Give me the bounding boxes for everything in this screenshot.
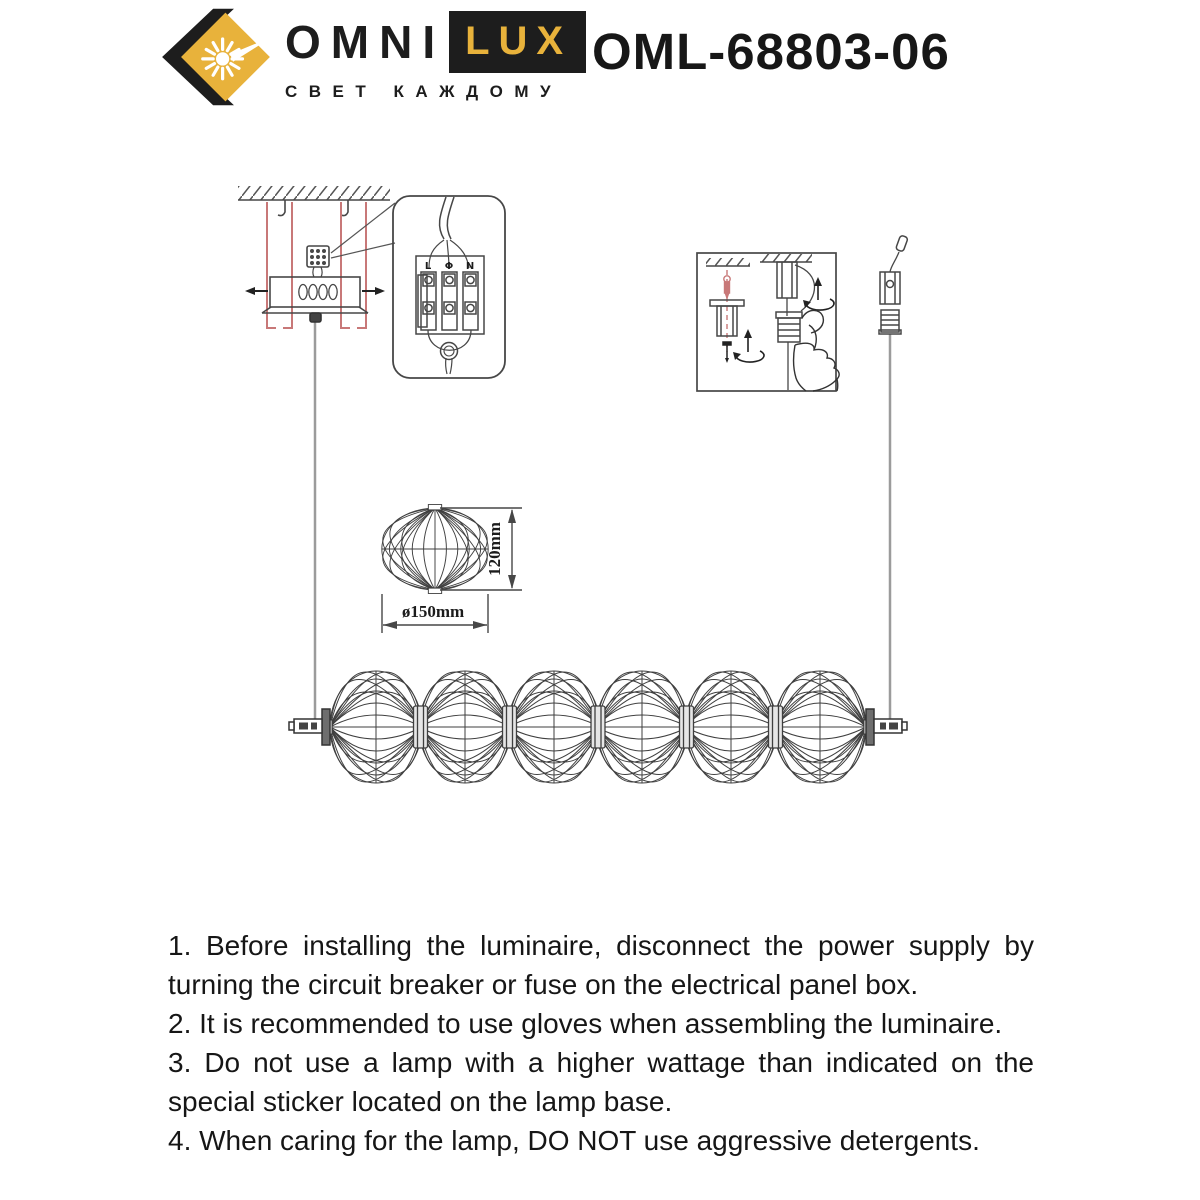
wire-slack-loop: [428, 330, 471, 350]
mounting-bracket-red: [267, 202, 366, 328]
ceiling-hooks: [278, 200, 348, 216]
ceiling-bracket-icon: [777, 262, 797, 298]
height-label: 120mm: [485, 522, 504, 576]
instructions-list: [168, 926, 1034, 1160]
terminal-block: [307, 246, 329, 277]
brand-name-omni: OMNI: [285, 16, 446, 68]
brand-tagline: СВЕТ КАЖДОМУ: [285, 82, 563, 101]
ceiling-hatch: [238, 186, 390, 200]
instruction-item-3: 3. Do not use a lamp with a higher wattage than indicated on the special sticker located on the lamp base.: [168, 1047, 1034, 1117]
instruction-item-1: 1. Before installing the luminaire, disconnect the power supply by turning the circuit breaker or fuse on the electrical panel box.: [168, 930, 1034, 1000]
model-number: OML-68803-06: [592, 23, 950, 80]
cord-grip: [310, 313, 321, 322]
terminal-label-live: L: [424, 261, 432, 272]
terminal-columns: [421, 272, 478, 330]
canopy-screw-slots: [299, 285, 337, 300]
supply-wires: [440, 197, 454, 239]
canopy-base: [262, 307, 368, 313]
cable-grip-knurl-icon: [776, 312, 802, 342]
dimension-diagram: [382, 505, 522, 634]
adjustment-instructions-box: [697, 253, 839, 391]
luminaire-assembly: [289, 671, 907, 783]
terminal-label-earth: Φ: [444, 261, 454, 272]
diameter-dimension: [382, 594, 488, 633]
cable-adjuster-detail: [879, 235, 908, 334]
brand-name-lux: LUX: [465, 19, 573, 63]
small-screw-icon: [723, 342, 731, 363]
rotation-arrow-icon-right: [803, 277, 834, 310]
suspension-cables: [315, 322, 890, 720]
terminal-label-neutral: N: [465, 261, 475, 272]
mesh-sphere-dimensioned: [382, 505, 488, 594]
canopy: [270, 277, 360, 307]
instruction-item-4: 4. When caring for the lamp, DO NOT use aggressive detergents.: [168, 1125, 980, 1156]
ceiling-mount-diagram: [238, 186, 395, 328]
wiring-detail-box: [393, 196, 505, 378]
instruction-item-2: 2. It is recommended to use gloves when assembling the luminaire.: [168, 1008, 1003, 1039]
diameter-label: ø150mm: [401, 602, 465, 621]
wire-ring: [441, 343, 458, 360]
